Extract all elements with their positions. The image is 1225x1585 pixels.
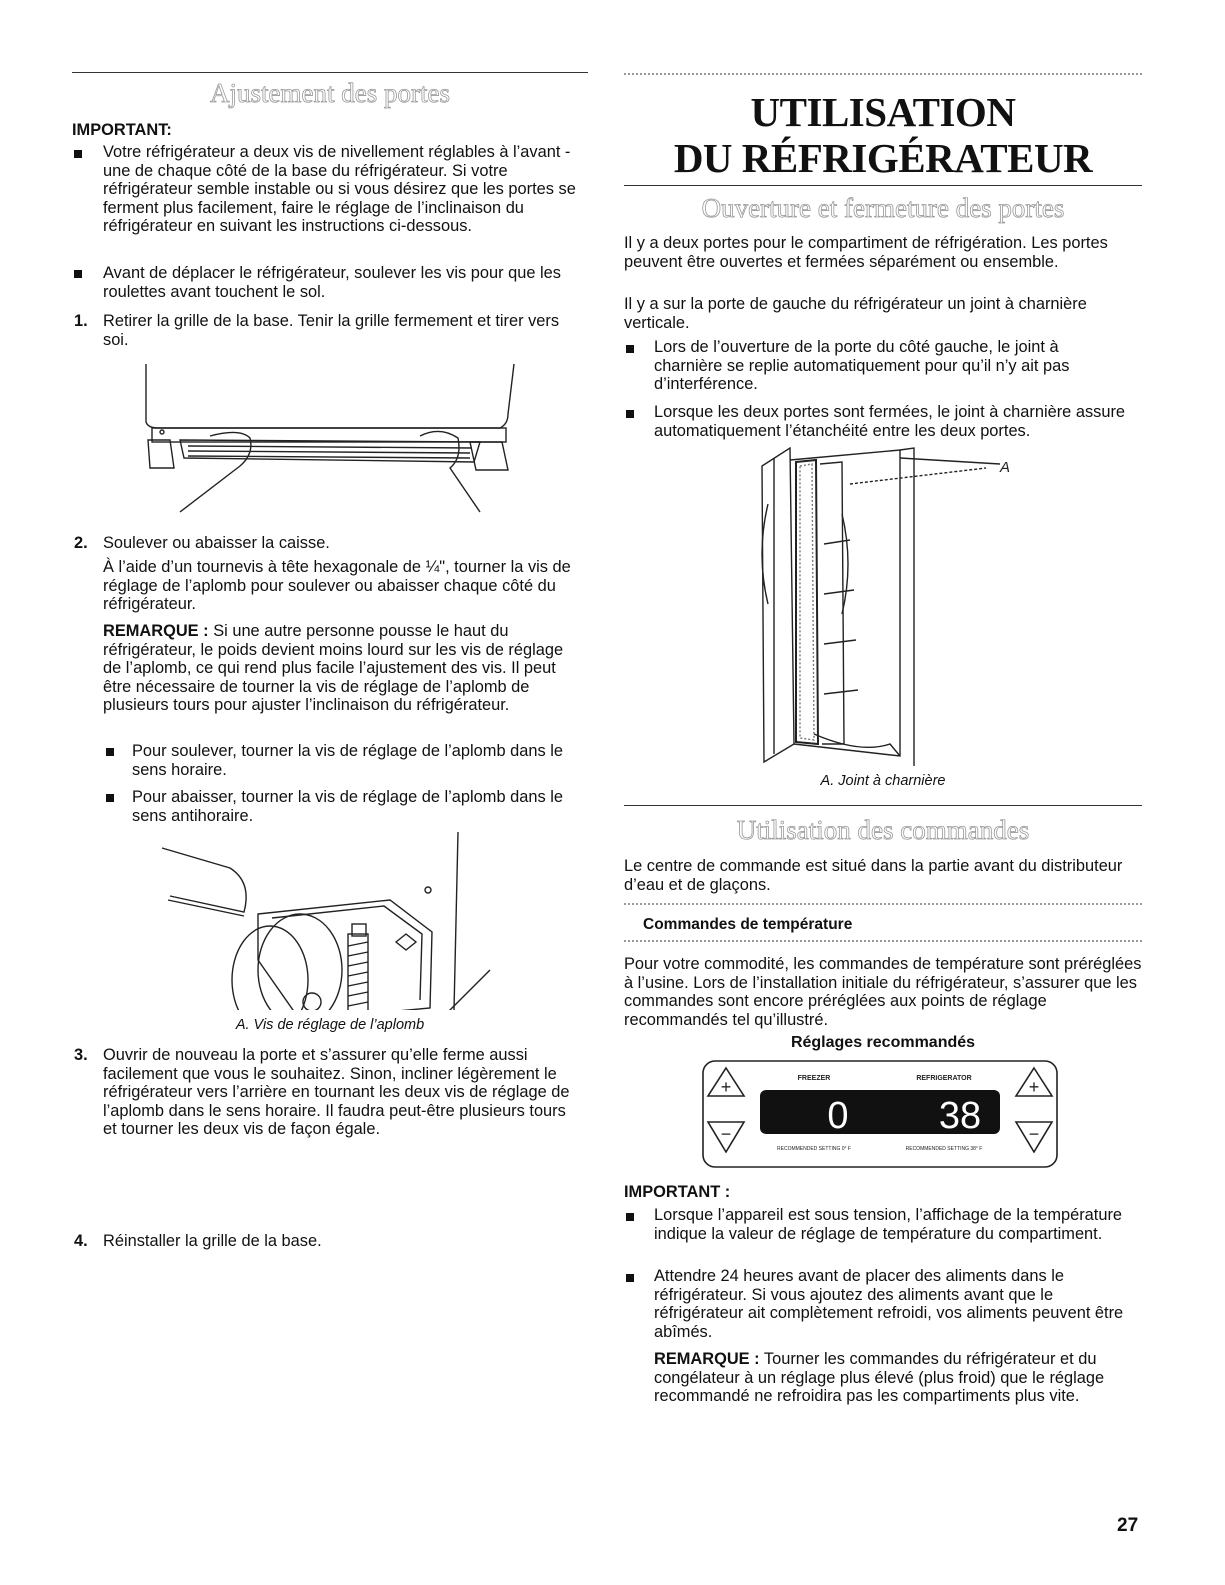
step-text-4: Réinstaller la grille de la base. [103,1232,322,1250]
note-text: Si une autre personne pousse le haut du réfrigérateur, le poids devient moins lourd sur les vis de réglage de l’aplomb, ce qui rend plus facile l’ajustement des vis. Il peut être nécessaire de tourner la vis de réglage de l’aplomb de plusieurs tours pour ajuster l’inclinaison du réfrigérateur. [103,622,564,715]
control-panel-illustration [702,1060,1058,1168]
step2-detail: À l’aide d’un tournevis à tête hexagonale de ¼", tourner la vis de réglage de l’aplomb pour soulever ou abaisser chaque côté du réfrigérateur. [103,558,571,614]
subsection-paragraph: Pour votre commodité, les commandes de température sont préréglées à l’usine. Lors de l’installation initiale du réfrigérateur, s’assurer que les commandes sont encore préréglées aux points de réglage recommandés tel qu’illustré. [624,955,1142,1029]
right-bullet-2: Attendre 24 heures avant de placer des aliments dans le réfrigérateur. Si vous ajoutez des aliments avant que le réfrigérateur ait complètement refroidi, vos aliments peuvent être abîmés. [654,1267,1124,1341]
sub-bullet-1: Pour soulever, tourner la vis de réglage de l’aplomb dans le sens horaire. [132,742,563,779]
page-number: 27 [1117,1515,1139,1536]
subsection-bottom-rule [624,940,1142,942]
step-text-3: Ouvrir de nouveau la porte et s’assurer qu’elle ferme aussi facilement que vous le souhaitez. Sinon, incliner légèrement le réfrigérateur vers l’arrière en tournant les deux vis de réglage de l’aplomb dans le sens horaire. Il faudra peut-être plusieurs tours et tourner les deux vis de façon égale. [103,1046,570,1139]
section1-bullet-2: Lorsque les deux portes sont fermées, le joint à charnière assure automatiquement l’étanchéité entre les deux portes. [654,403,1126,440]
section-title-ouverture: Ouverture et fermeture des portes [701,193,1065,223]
section2-rule [624,805,1142,806]
bullet-marker [106,794,114,802]
bullet-marker [626,410,634,418]
left-note [103,622,583,715]
bullet-marker [626,1213,634,1221]
note-text: Tourner les commandes du réfrigérateur et du congélateur à un réglage plus élevé (plus froid) que le réglage recommandé ne refroidira pas les compartiments plus vite. [654,1350,1105,1406]
figure2-caption: A. Vis de réglage de l’aplomb [235,1017,425,1033]
plus-icon: + [1028,1077,1040,1097]
note-label: REMARQUE : [103,622,209,640]
refrigerator-hinge-seal-illustration [750,444,1030,768]
leveling-screw-illustration [160,830,500,1010]
main-title-line2: DU RÉFRIGÉRATEUR [673,135,1093,181]
freezer-display-value: 0 [827,1095,849,1137]
step-text-1: Retirer la grille de la base. Tenir la grille fermement et tirer vers soi. [103,312,560,349]
freezer-recommended-setting: RECOMMENDED SETTING 0° F [777,1146,851,1152]
section-title-commandes: Utilisation des commandes [736,815,1030,845]
minus-icon: − [720,1124,732,1144]
main-title-line1: UTILISATION [750,89,1016,135]
bullet-marker [106,748,114,756]
bullet-marker [626,1274,634,1282]
title-underline-rule [624,185,1142,186]
left-top-rule [72,72,588,73]
refrigerator-label: REFRIGERATOR [916,1075,972,1082]
important-label-right: IMPORTANT : [624,1183,731,1201]
left-bullet-2: Avant de déplacer le réfrigérateur, soulever les vis pour que les roulettes avant touchent le sol. [103,264,561,301]
refrigerator-display-value: 38 [938,1095,982,1137]
right-top-rule [624,73,1142,75]
section1-paragraph-1: Il y a deux portes pour le compartiment de réfrigération. Les portes peuvent être ouvertes et fermées séparément ou ensemble. [624,234,1108,271]
left-bullet-1: Votre réfrigérateur a deux vis de nivellement réglables à l’avant - une de chaque côté de la base du réfrigérateur. Si votre réfrigérateur semble instable ou si vous désirez que les portes se ferment plus facilement, faire le réglage de l’inclinaison du réfrigérateur en suivant les instructions ci-dessous. [103,143,576,236]
right-note [654,1350,1140,1406]
section1-paragraph-2: Il y a sur la porte de gauche du réfrigérateur un joint à charnière verticale. [624,295,1087,332]
figure-label-a: A [1000,459,1011,476]
panel-title: Réglages recommandés [790,1034,976,1051]
important-label-left: IMPORTANT: [72,121,172,139]
bullet-marker [74,150,82,158]
step-number-3: 3. [74,1046,88,1064]
step-number-4: 4. [74,1232,88,1250]
plus-icon: + [720,1077,732,1097]
step-number-2: 2. [74,534,88,552]
section2-paragraph-1: Le centre de commande est situé dans la partie avant du distributeur d’eau et de glaçons. [624,857,1123,894]
bullet-marker [74,270,82,278]
section1-bullet-1: Lors de l’ouverture de la porte du côté gauche, le joint à charnière se replie automatiquement pour qu’il n’y ait pas d’interférence. [654,338,1070,394]
minus-icon: − [1028,1124,1040,1144]
subsection-title: Commandes de température [643,916,853,933]
figure-caption-joint: A. Joint à charnière [820,773,946,789]
sub-bullet-2: Pour abaisser, tourner la vis de réglage de l’aplomb dans le sens antihoraire. [132,788,563,825]
subsection-top-rule [624,903,1142,905]
freezer-label: FREEZER [797,1075,831,1082]
step-text-2: Soulever ou abaisser la caisse. [103,534,330,552]
bullet-marker [626,345,634,353]
right-bullet-1: Lorsque l’appareil est sous tension, l’affichage de la température indique la valeur de réglage de température du compartiment. [654,1206,1123,1243]
grille-removal-illustration [140,362,520,522]
note-label: REMARQUE : [654,1350,760,1368]
step-number-1: 1. [74,312,88,330]
refrigerator-recommended-setting: RECOMMENDED SETTING 38° F [905,1146,983,1152]
section-title-ajustement: Ajustement des portes [210,78,450,108]
